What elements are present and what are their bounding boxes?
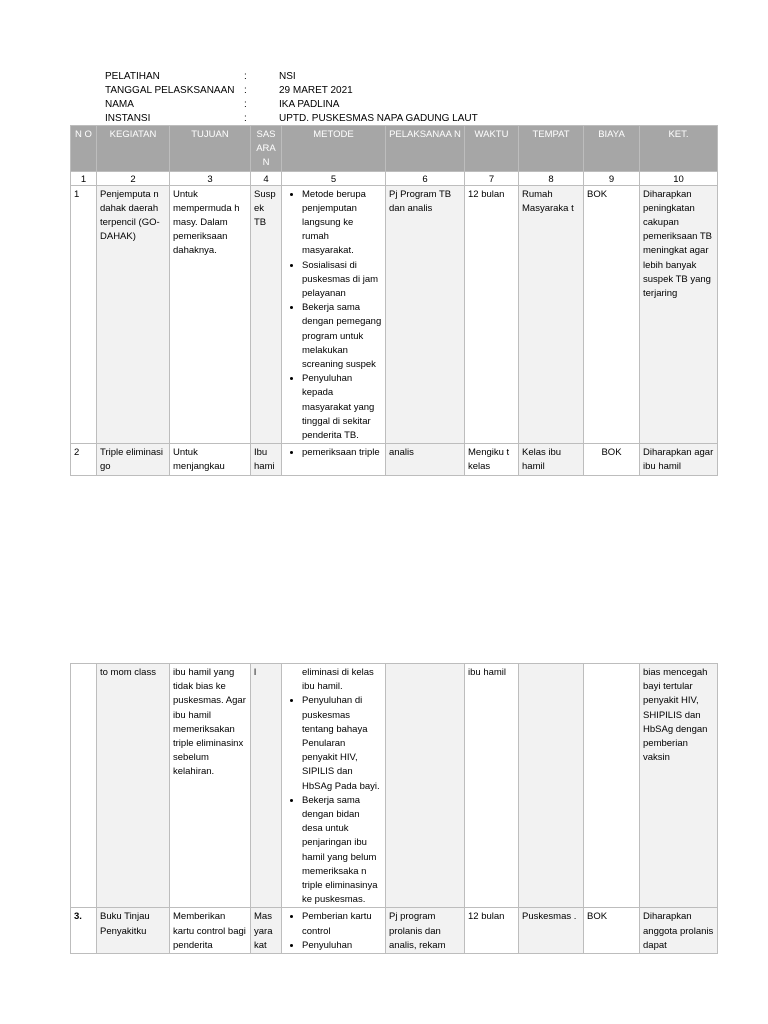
info-colon: : [244,85,247,96]
pelaksanaan-cell [386,664,465,908]
column-number: 3 [170,171,251,185]
column-number: 9 [584,171,640,185]
metode-cell [282,908,386,954]
info-colon: : [244,113,247,124]
column-number: 1 [71,171,97,185]
tempat-cell [519,664,584,908]
sasaran-cell: Mas yara kat [251,908,282,954]
tujuan-cell: Untuk menjangkau [170,444,251,475]
info-label: PELATIHAN [105,71,160,82]
metode-item: • Penyuluhan di puskesmas tentang bahaya Penularan penyakit HIV, SIPILIS dan HbSAg Pada bayi. [302,694,382,793]
column-header: KET. [640,126,718,172]
biaya-cell [584,664,640,908]
row-number: 3. [71,908,97,954]
metode-item: • Bekerja sama dengan bidan desa untuk penjaringan ibu hamil yang belum memeriksaka n triple eliminasinya ke puskesmas. [302,794,382,908]
metode-cell [282,664,386,908]
tempat-cell: Rumah Masyaraka t [519,185,584,444]
kegiatan-cell: Triple eliminasi go [97,444,170,475]
table-row [71,908,718,954]
ket-cell: Diharapkan anggota prolanis dapat [640,908,718,954]
column-header: N O [71,126,97,172]
column-number: 4 [251,171,282,185]
sasaran-cell: Susp ek TB [251,185,282,444]
column-number-row [71,171,718,185]
metode-item: • Penyuluhan kepada masyarakat yang tinggal di sekitar penderita TB. [302,372,382,443]
metode-item: • Pemberian kartu control [302,910,382,938]
column-number: 6 [386,171,465,185]
row-number: 2 [71,444,97,475]
info-value: IKA PADLINA [279,99,340,110]
info-label: TANGGAL PELASKSANAAN [105,85,235,96]
activity-table-continued [70,663,718,954]
column-header: PELAKSANAA N [386,126,465,172]
metode-cell [282,444,386,475]
table-row [71,444,718,475]
activity-table [70,125,718,476]
column-number: 10 [640,171,718,185]
ket-cell: Diharapkan peningkatan cakupan pemeriksaan TB meningkat agar lebih banyak suspek TB yang terjaring [640,185,718,444]
metode-item: • Penyuluhan [302,939,382,953]
column-number: 2 [97,171,170,185]
info-colon: : [244,71,247,82]
sasaran-cell: Ibu hami [251,444,282,475]
biaya-cell: BOK [584,444,640,475]
metode-item: • Metode berupa penjemputan langsung ke rumah masyarakat. [302,188,382,259]
kegiatan-cell: to mom class [97,664,170,908]
info-value: UPTD. PUSKESMAS NAPA GADUNG LAUT [279,113,478,124]
metode-item: • Sosialisasi di puskesmas di jam pelayanan [302,259,382,302]
biaya-cell: BOK [584,908,640,954]
column-number: 5 [282,171,386,185]
column-header: BIAYA [584,126,640,172]
ket-cell: bias mencegah bayi tertular penyakit HIV, SHIPILIS dan HbSAg dengan pemberian vaksin [640,664,718,908]
metode-item-continued: eliminasi di kelas ibu hamil. [302,667,374,693]
kegiatan-cell: Penjemputa n dahak daerah terpencil (GO-DAHAK) [97,185,170,444]
waktu-cell: 12 bulan [465,908,519,954]
table-header-row [71,126,718,172]
column-header: TUJUAN [170,126,251,172]
row-number: 1 [71,185,97,444]
table-row [71,664,718,908]
column-header: KEGIATAN [97,126,170,172]
waktu-cell: Mengiku t kelas [465,444,519,475]
pelaksanaan-cell: Pj program prolanis dan analis, rekam [386,908,465,954]
tujuan-cell: Untuk mempermuda h masy. Dalam pemeriksaan dahaknya. [170,185,251,444]
info-label: INSTANSI [105,113,151,124]
pelaksanaan-cell: analis [386,444,465,475]
tujuan-cell: ibu hamil yang tidak bias ke puskesmas. Agar ibu hamil memeriksakan triple eliminasinx sebelum kelahiran. [170,664,251,908]
pelaksanaan-cell: Pj Program TB dan analis [386,185,465,444]
row-number [71,664,97,908]
metode-item: • Bekerja sama dengan pemegang program untuk melakukan screaning suspek [302,301,382,372]
column-number: 8 [519,171,584,185]
kegiatan-cell: Buku Tinjau Penyakitku [97,908,170,954]
tempat-cell: Kelas ibu hamil [519,444,584,475]
biaya-cell: BOK [584,185,640,444]
info-value: NSI [279,71,296,82]
table-row [71,185,718,444]
info-colon: : [244,99,247,110]
sasaran-cell: l [251,664,282,908]
waktu-cell: ibu hamil [465,664,519,908]
column-header: SAS ARA N [251,126,282,172]
column-header: METODE [282,126,386,172]
waktu-cell: 12 bulan [465,185,519,444]
info-label: NAMA [105,99,134,110]
metode-cell [282,185,386,444]
info-value: 29 MARET 2021 [279,85,353,96]
ket-cell: Diharapkan agar ibu hamil [640,444,718,475]
column-header: TEMPAT [519,126,584,172]
metode-item: • pemeriksaan triple [302,446,382,460]
column-header: WAKTU [465,126,519,172]
tujuan-cell: Memberikan kartu control bagi penderita [170,908,251,954]
column-number: 7 [465,171,519,185]
tempat-cell: Puskesmas . [519,908,584,954]
